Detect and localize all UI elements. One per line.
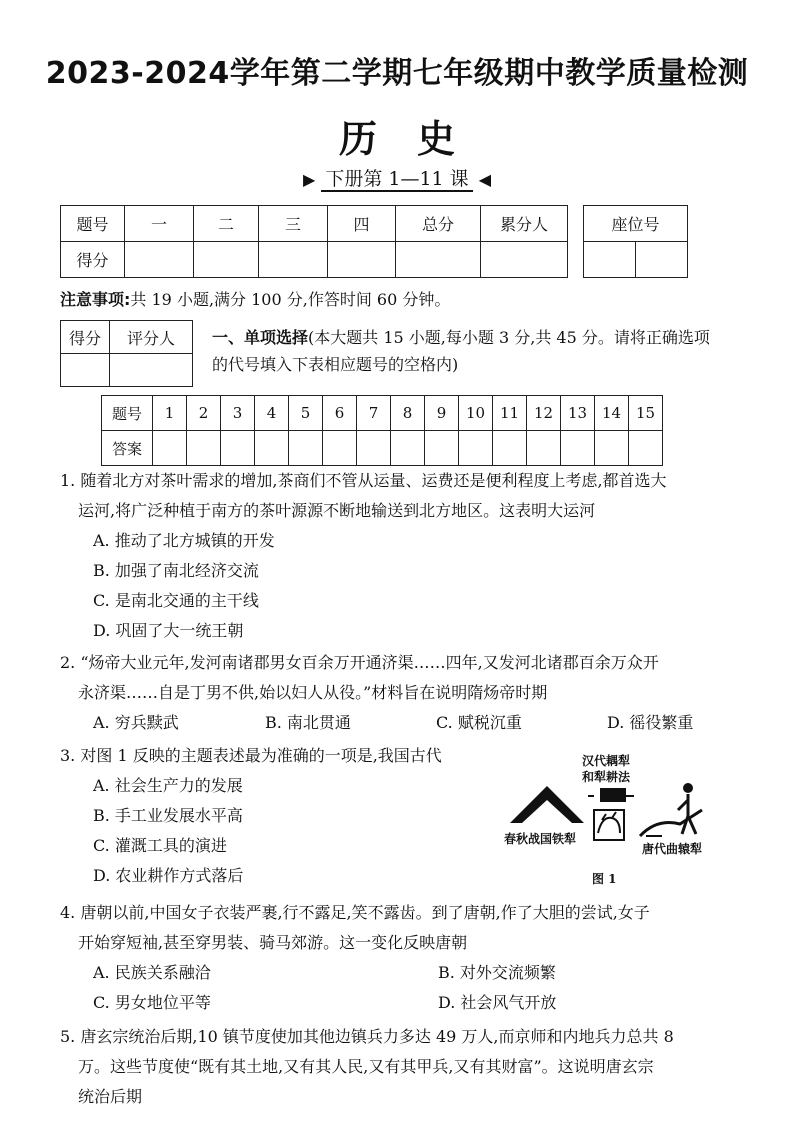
section1-heading xyxy=(212,324,712,378)
option-d[interactable]: D. 巩固了大一统王朝 xyxy=(93,621,244,640)
score-header-cell: 四 xyxy=(328,206,396,242)
answer-row-label: 题号 xyxy=(102,396,153,431)
option-b[interactable]: B. 手工业发展水平高 xyxy=(93,806,243,825)
answer-row-label: 答案 xyxy=(102,431,153,466)
option-a[interactable]: A. 推动了北方城镇的开发 xyxy=(93,531,275,550)
seat-input-cell[interactable] xyxy=(636,242,688,278)
notice-text: 共 19 小题,满分 100 分,作答时间 60 分钟。 xyxy=(130,290,451,309)
question-2 xyxy=(60,648,720,738)
question-4 xyxy=(60,898,720,1018)
farmer-head xyxy=(683,783,693,793)
option-a[interactable]: A. 社会生产力的发展 xyxy=(93,776,243,795)
label-han: 汉代耦犁 xyxy=(582,754,631,768)
option-b[interactable]: B. 南北贯通 xyxy=(265,713,351,732)
option-c[interactable]: C. 是南北交通的主干线 xyxy=(93,591,259,610)
grader-score-cell[interactable] xyxy=(61,354,110,387)
question-3 xyxy=(60,741,500,891)
question-1 xyxy=(60,466,720,646)
option-row xyxy=(60,958,720,988)
grader-score-label: 得分 xyxy=(61,321,110,354)
notice-label: 注意事项: xyxy=(60,290,131,309)
score-table xyxy=(60,205,568,278)
score-row-label: 得分 xyxy=(61,242,125,278)
question-stem: 1. 随着北方对茶叶需求的增加,茶商们不管从运量、运费还是便利程度上考虑,都首选大 xyxy=(60,471,667,490)
answer-number: 12 xyxy=(527,396,561,431)
score-input-cell[interactable] xyxy=(328,242,396,278)
score-input-cell[interactable] xyxy=(396,242,481,278)
answer-cell[interactable] xyxy=(221,431,255,466)
grader-name-label: 评分人 xyxy=(110,321,193,354)
score-header-cell: 总分 xyxy=(396,206,481,242)
figure-1 xyxy=(502,748,716,888)
question-stem: 3. 对图 1 反映的主题表述最为准确的一项是,我国古代 xyxy=(60,746,442,765)
question-stem: 4. 唐朝以前,中国女子衣装严裹,行不露足,笑不露齿。到了唐朝,作了大胆的尝试,女子 xyxy=(60,903,650,922)
figure-caption: 图 1 xyxy=(592,872,617,886)
answer-cell[interactable] xyxy=(255,431,289,466)
answer-cell[interactable] xyxy=(527,431,561,466)
scope-text: 下册第 1—11 课 xyxy=(321,168,472,192)
score-input-cell[interactable] xyxy=(125,242,194,278)
option-row xyxy=(60,988,720,1018)
answer-number: 3 xyxy=(221,396,255,431)
seat-input-cell[interactable] xyxy=(584,242,636,278)
answer-cell[interactable] xyxy=(595,431,629,466)
course-scope xyxy=(0,164,794,191)
answer-number: 8 xyxy=(391,396,425,431)
option-row xyxy=(60,708,720,738)
answer-number: 2 xyxy=(187,396,221,431)
answer-number: 13 xyxy=(561,396,595,431)
option-a[interactable]: A. 穷兵黩武 xyxy=(93,713,179,732)
option-d[interactable]: D. 徭役繁重 xyxy=(607,713,694,732)
question-5 xyxy=(60,1022,720,1112)
section1-instructions: (本大题共 15 小题,每小题 3 分,共 45 分。请将正确选项的代号填入下表相应题号的空格内) xyxy=(212,328,710,374)
answer-cell[interactable] xyxy=(629,431,663,466)
answer-cell[interactable] xyxy=(561,431,595,466)
score-input-cell[interactable] xyxy=(481,242,568,278)
answer-cell[interactable] xyxy=(493,431,527,466)
answer-number: 14 xyxy=(595,396,629,431)
ox-figure-icon xyxy=(598,812,620,833)
answer-table xyxy=(101,395,663,466)
answer-cell[interactable] xyxy=(425,431,459,466)
score-input-cell[interactable] xyxy=(259,242,328,278)
question-stem: 统治后期 xyxy=(78,1087,143,1106)
exam-title: 2023-2024学年第二学期七年级期中教学质量检测 xyxy=(45,56,749,91)
option-d[interactable]: D. 农业耕作方式落后 xyxy=(93,866,244,885)
grader-table xyxy=(60,320,193,387)
question-stem: 2. “炀帝大业元年,发河南诸郡男女百余万开通济渠……四年,又发河北诸郡百余万众开 xyxy=(60,653,659,672)
seat-table xyxy=(583,205,688,278)
han-plough-icon xyxy=(600,788,626,802)
option-c[interactable]: C. 男女地位平等 xyxy=(93,993,211,1012)
section1-lead: 一、单项选择 xyxy=(212,328,309,347)
question-stem: 运河,将广泛种植于南方的茶叶源源不断地输送到北方地区。这表明大运河 xyxy=(78,501,596,520)
answer-number: 4 xyxy=(255,396,289,431)
question-stem: 万。这些节度使“既有其土地,又有其人民,又有其甲兵,又有其财富”。这说明唐玄宗 xyxy=(78,1057,654,1076)
question-stem: 5. 唐玄宗统治后期,10 镇节度使加其他边镇兵力多达 49 万人,而京师和内地兵力总共 8 xyxy=(60,1027,674,1046)
option-b[interactable]: B. 加强了南北经济交流 xyxy=(93,561,259,580)
label-chunqiu: 春秋战国铁犁 xyxy=(504,832,577,846)
option-d[interactable]: D. 社会风气开放 xyxy=(438,993,557,1012)
subject-title: 历史 xyxy=(338,117,495,161)
score-input-cell[interactable] xyxy=(194,242,259,278)
question-stem: 开始穿短袖,甚至穿男装、骑马郊游。这一变化反映唐朝 xyxy=(78,933,468,952)
option-b[interactable]: B. 对外交流频繁 xyxy=(438,963,556,982)
answer-number: 10 xyxy=(459,396,493,431)
score-header-cell: 二 xyxy=(194,206,259,242)
answer-number: 11 xyxy=(493,396,527,431)
answer-cell[interactable] xyxy=(153,431,187,466)
answer-number: 5 xyxy=(289,396,323,431)
iron-plough-icon xyxy=(510,786,584,823)
answer-number: 1 xyxy=(153,396,187,431)
option-a[interactable]: A. 民族关系融洽 xyxy=(93,963,211,982)
option-c[interactable]: C. 赋税沉重 xyxy=(436,713,522,732)
score-header-cell: 题号 xyxy=(61,206,125,242)
answer-number: 15 xyxy=(629,396,663,431)
question-stem: 永济渠……自是丁男不供,始以妇人从役。”材料旨在说明隋炀帝时期 xyxy=(78,683,548,702)
option-c[interactable]: C. 灌溉工具的演进 xyxy=(93,836,227,855)
score-header-cell: 三 xyxy=(259,206,328,242)
answer-cell[interactable] xyxy=(323,431,357,466)
label-han-2: 和犁耕法 xyxy=(582,770,631,784)
answer-number: 6 xyxy=(323,396,357,431)
label-tang: 唐代曲辕犁 xyxy=(642,842,703,856)
score-header-cell: 一 xyxy=(125,206,194,242)
answer-cell[interactable] xyxy=(357,431,391,466)
triangle-right-icon: ▶ xyxy=(302,170,316,189)
score-header-cell: 累分人 xyxy=(481,206,568,242)
answer-number: 7 xyxy=(357,396,391,431)
seat-label: 座位号 xyxy=(584,206,688,242)
answer-cell[interactable] xyxy=(459,431,493,466)
answer-cell[interactable] xyxy=(289,431,323,466)
answer-cell[interactable] xyxy=(187,431,221,466)
answer-number: 9 xyxy=(425,396,459,431)
answer-cell[interactable] xyxy=(391,431,425,466)
notice xyxy=(60,287,450,310)
grader-name-cell[interactable] xyxy=(110,354,193,387)
triangle-left-icon: ◀ xyxy=(478,170,492,189)
